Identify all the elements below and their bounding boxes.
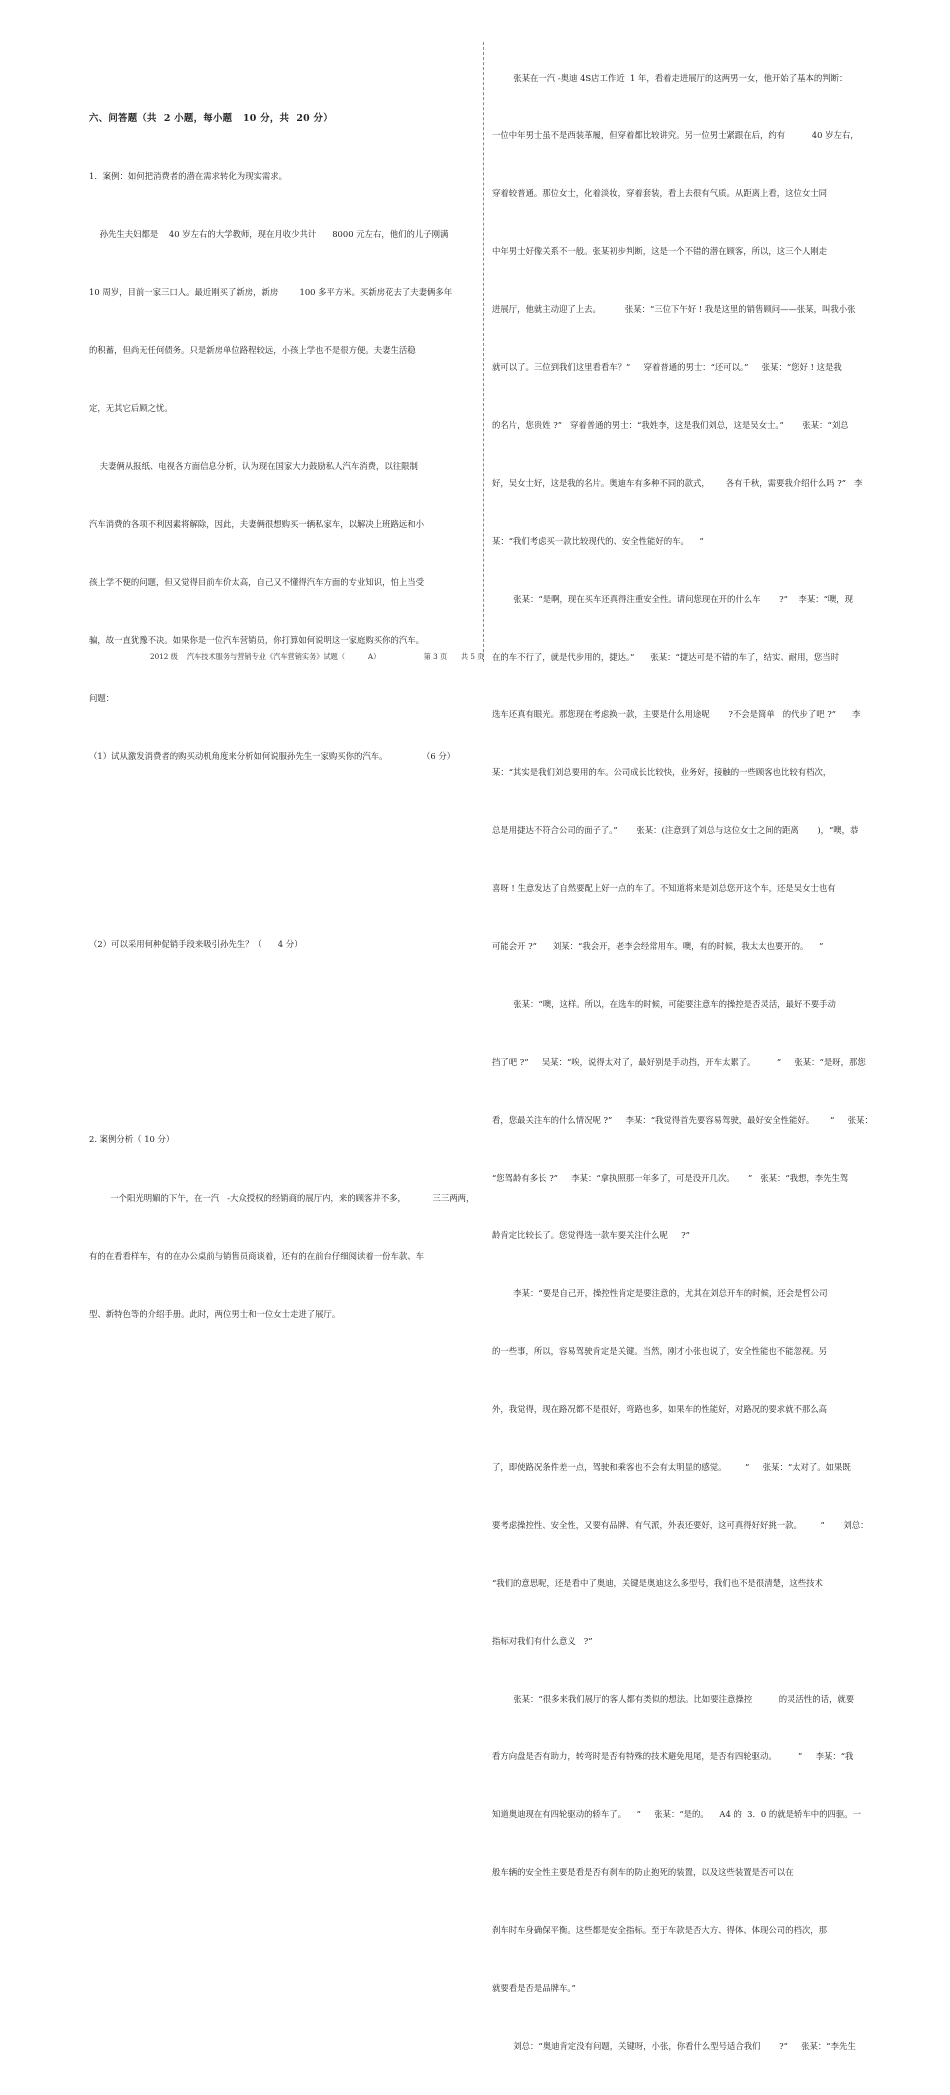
q1-line: 10 周岁，目前一家三口人。最近刚买了新房，新房 100 多平方米。买新房花去了夫妻俩多年	[89, 286, 453, 297]
case-line: 总是用捷达不符合公司的面子了。” 张某：(注意到了刘总与这位女士之间的距离 )，“噢，恭	[492, 825, 859, 836]
case-line: 看方向盘是否有助力，转弯时是否有特殊的技术避免甩尾，是否有四轮驱动。 ” 李某：“我	[492, 1751, 854, 1762]
page-footer: 2012 级 汽车技术服务与营销专业《汽车营销实务》试题（ A） 第 3 页 共 5 页	[150, 652, 485, 661]
answer-space-2	[89, 993, 474, 1092]
case-line: 某：“我们考虑买一款比较现代的、安全性能好的车。 ”	[492, 535, 704, 546]
case-line: 某：“其实是我们刘总要用的车。公司成长比较快，业务好，接触的一些顾客也比较有档次，	[492, 767, 832, 778]
case-line: 穿着较普通。那位女士，化着淡妆，穿着套装，看上去很有气质。从距离上看，这位女士同	[492, 188, 827, 199]
case-line: 看，您最关注车的什么情况呢 ?” 李某：“我觉得首先要容易驾驶，最好安全性能好。 ” 张某：	[492, 1114, 873, 1125]
case-line: 就要看是否是品牌车。”	[492, 1982, 576, 1993]
case-line: 张某：“是啊，现在买车还真得注重安全性。请问您现在开的什么车 ?” 李某：“噢，现	[492, 593, 854, 604]
case-line: 就可以了。三位到我们这里看看车？” 穿着普通的男士：“还可以。” 张某：“您好 ! 这是我	[492, 362, 842, 373]
case-line: “您驾龄有多长 ?” 李某：“拿执照那一年多了，可是没开几次。 ” 张某：“我想，李先生驾	[492, 1172, 849, 1183]
case-line: 进展厅，他就主动迎了上去。 张某：“三位下午好 ! 我是这里的销售顾问——张某，叫我小张	[492, 304, 856, 315]
left-column	[89, 70, 474, 1363]
case-line: 一位中年男士虽不是西装革履，但穿着都比较讲究。另一位男士紧跟在后，约有 40 岁左右，	[492, 130, 859, 141]
case-line: 外，我觉得，现在路况都不是很好，弯路也多，如果车的性能好，对路况的要求就不那么高	[492, 1404, 827, 1415]
case-line: 张某：“噢，这样。所以，在选车的时候，可能要注意车的操控是否灵活，最好不要手动	[492, 998, 836, 1009]
q1-line: 孩上学不便的问题，但又觉得目前车价太高，自己又不懂得汽车方面的专业知识，怕上当受	[89, 576, 424, 587]
case-line: 张某：“很多来我们展厅的客人都有类似的想法。比如要注意操控 的灵活性的话，就要	[492, 1693, 855, 1704]
case-line: 了，即使路况条件差一点，驾驶和乘客也不会有太明显的感觉。 ” 张某：“太对了。如果既	[492, 1461, 851, 1472]
q1-line: 汽车消费的各项不利因素将解除，因此，夫妻俩很想购买一辆私家车，以解决上班路远和小	[89, 518, 424, 529]
case-line: 的名片，您贵姓 ?” 穿着普通的男士：“我姓李，这是我们刘总，这是吴女士。” 张某：“刘总	[492, 419, 849, 430]
section-title: 六、问答题（共 2 小题，每小题 10 分，共 20 分）	[89, 112, 333, 124]
column-divider	[483, 42, 484, 662]
right-column	[492, 30, 892, 2095]
case-line: 刹车时车身确保平衡。这些都是安全指标。至于车款是否大方、得体、体现公司的档次，那	[492, 1925, 827, 1936]
case-line: 在的车不行了，就是代步用的，捷达。” 张某：“捷达可是不错的车了，结实、耐用，您当时	[492, 651, 839, 662]
q1-line: 的积蓄，但尚无任何债务。只是新房单位路程较远，小孩上学也不是很方便。夫妻生活稳	[89, 344, 416, 355]
q2-line: 有的在看看样车，有的在办公桌前与销售员商谈着，还有的在前台仔细阅读着一份车款、车	[89, 1250, 424, 1261]
case-line: 般车辆的安全性主要是看是否有刹车的防止抱死的装置，以及这些装置是否可以在	[492, 1867, 794, 1878]
q2-line: 2. 案例分析（ 10 分）	[89, 1134, 175, 1145]
case-line: 龄肯定比较长了。您觉得选一款车要关注什么呢 ?”	[492, 1230, 690, 1241]
q1-line: 定，无其它后顾之忧。	[89, 402, 173, 413]
case-line: 选车还真有眼光。那您现在考虑换一款，主要是什么用途呢 ?不会是简单 的代步了吧 ?” 李	[492, 709, 861, 720]
case-line: 的一些事，所以，容易驾驶肯定是关键。当然，刚才小张也说了，安全性能也不能忽视。另	[492, 1346, 827, 1357]
case-line: 好，吴女士好，这是我的名片。奥迪车有多种不同的款式， 各有千秋，需要我介绍什么吗 ?” 李	[492, 477, 863, 488]
case-line: 刘总：“奥迪肯定没有问题，关键呀，小张，你看什么型号适合我们 ?” 张某：“李先生	[492, 2040, 856, 2051]
case-line: “我们的意思呢，还是看中了奥迪，关键是奥迪这么多型号，我们也不是很清楚，这些技术	[492, 1577, 823, 1588]
q1-line: 骗，故一直犹豫不决。如果你是一位汽车营销员，你打算如何说明这一家庭购买你的汽车。	[89, 634, 424, 645]
q1-line: 问题：	[89, 693, 115, 703]
q1-line: 夫妻俩从报纸、电视各方面信息分析，认为现在国家大力鼓励私人汽车消费，以往限制	[89, 460, 418, 471]
case-line: 中年男士好像关系不一般。张某初步判断，这是一个不错的潜在顾客，所以，这三个人刚走	[492, 246, 827, 257]
case-line: 挡了吧 ?” 吴某：“唉，说得太对了，最好别是手动挡，开车太累了。 ” 张某：“是呀，那您	[492, 1056, 866, 1067]
case-line: 李某：“要是自己开，操控性肯定是要注意的，尤其在刘总开车的时候，还会是哲公司	[492, 1288, 828, 1299]
case-line: 张某在一汽 -奥迪 4S店工作近 1 年，看着走进展厅的这两男一女，他开始了基本的判断：	[492, 72, 848, 83]
case-line: 喜呀 ! 生意发达了自然要配上好一点的车了。不知道将来是刘总您开这个车，还是吴女士也有	[492, 883, 836, 894]
case-line: 指标对我们有什么意义 ?”	[492, 1635, 593, 1646]
q1-line: （1）试从激发消费者的购买动机角度来分析如何说服孙先生一家购买你的汽车。 （6 分）	[89, 751, 456, 762]
q2-line: 型、新特色等的介绍手册。此时，两位男士和一位女士走进了展厅。	[89, 1308, 341, 1319]
q1-line: 孙先生夫妇都是 40 岁左右的大学教师，现在月收少共计 8000 元左右，他们的儿子刚满	[89, 228, 449, 239]
case-line: 要考虑操控性、安全性，又要有品牌、有气派，外表还要好，这可真得好好挑一款。 ” 刘总：	[492, 1519, 869, 1530]
q1-line: 1．案例：如何把消费者的潜在需求转化为现实需求。	[89, 170, 287, 181]
case-line: 可能会开 ?” 刘某：“我会开，老李会经常用车。噢，有的时候，我太太也要开的。 ”	[492, 940, 824, 951]
q2-line: 一个阳光明媚的下午，在一汽 -大众授权的经销商的展厅内，来的顾客并不多， 三三两两，	[89, 1192, 475, 1203]
q1-part2: （2）可以采用何种促销手段来吸引孙先生？（ 4 分）	[89, 938, 303, 949]
answer-space-1	[89, 805, 474, 896]
case-line: 知道奥迪现在有四轮驱动的轿车了。 ” 张某：“是的。 A4 的 3．0 的就是轿车中的四驱。一	[492, 1809, 861, 1820]
